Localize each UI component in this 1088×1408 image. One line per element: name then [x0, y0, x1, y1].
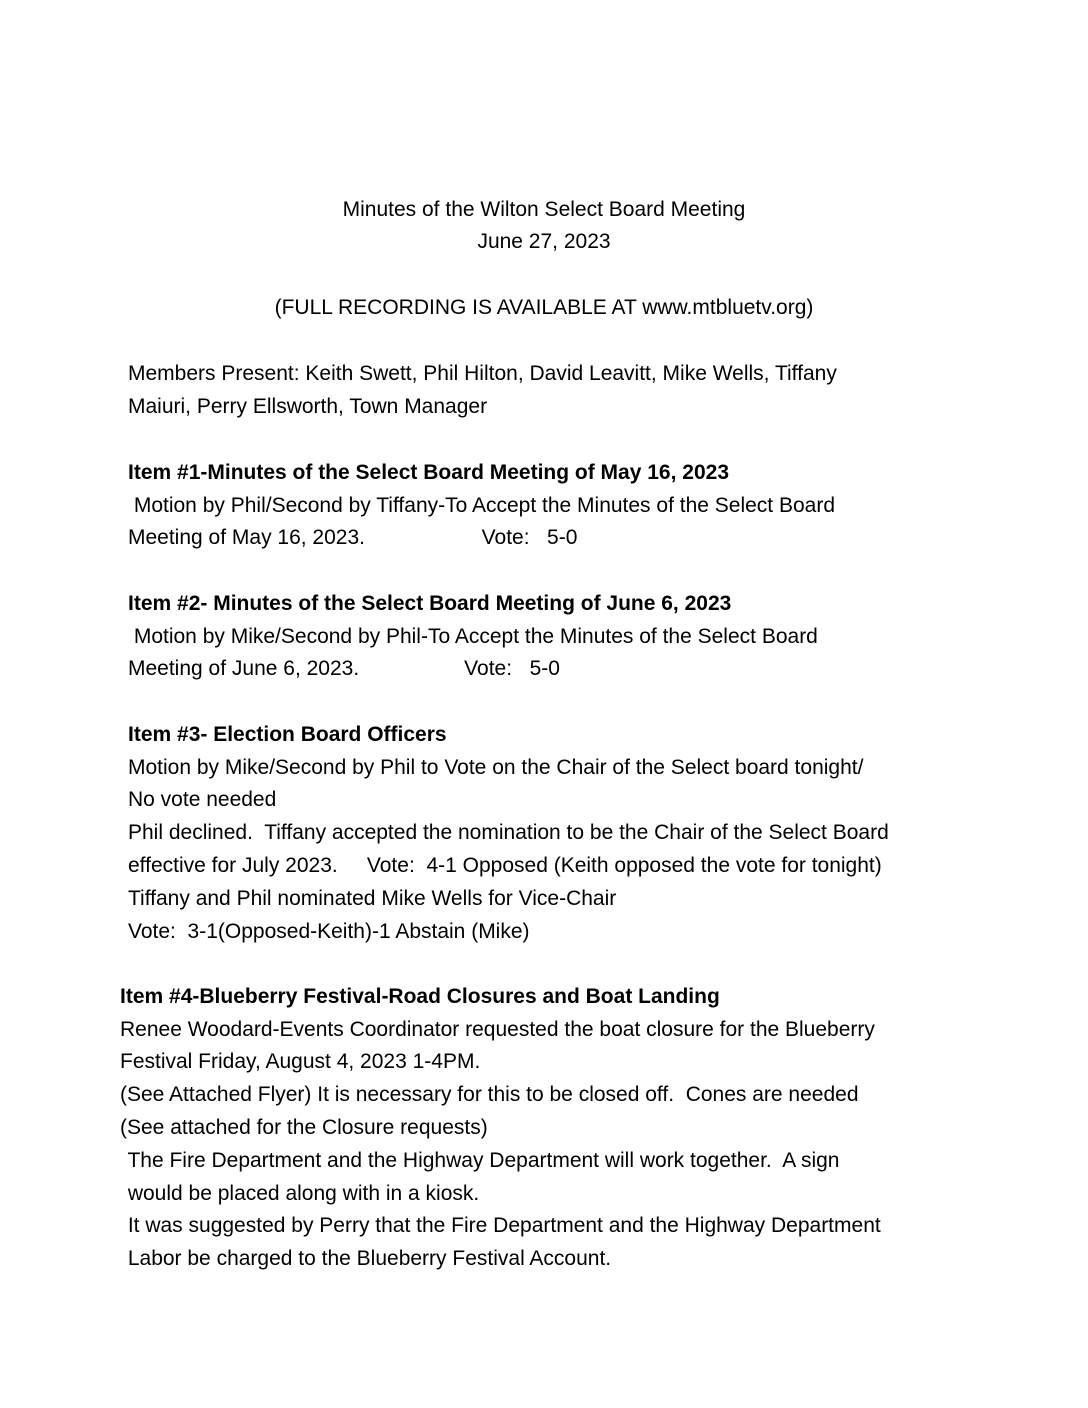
item-3-line: Motion by Mike/Second by Phil to Vote on the Chair of the Select board tonight/ — [128, 756, 864, 779]
meeting-date: June 27, 2023 — [477, 230, 611, 253]
document-title: Minutes of the Wilton Select Board Meeting — [342, 198, 746, 221]
item-4-line: It was suggested by Perry that the Fire Department and the Highway Department — [122, 1214, 881, 1237]
item-1-line: Meeting of May 16, 2023. Vote: 5-0 — [128, 526, 578, 549]
members-present-line-2: Maiuri, Perry Ellsworth, Town Manager — [128, 395, 488, 418]
item-4-line: Festival Friday, August 4, 2023 1-4PM. — [120, 1050, 481, 1073]
item-2-line: Motion by Mike/Second by Phil-To Accept the Minutes of the Select Board — [128, 625, 818, 648]
item-3-line: No vote needed — [128, 788, 277, 811]
item-3-line: Tiffany and Phil nominated Mike Wells for Vice-Chair — [128, 887, 617, 910]
item-3-line: Vote: 3-1(Opposed-Keith)-1 Abstain (Mike) — [128, 920, 530, 943]
item-4-line: Renee Woodard-Events Coordinator requested the boat closure for the Blueberry — [120, 1018, 875, 1041]
item-4-line: (See Attached Flyer) It is necessary for this to be closed off. Cones are needed — [120, 1083, 859, 1106]
item-3-line: Phil declined. Tiffany accepted the nomination to be the Chair of the Select Board — [128, 821, 889, 844]
item-4-line: would be placed along with in a kiosk. — [122, 1182, 480, 1205]
item-4-heading: Item #4-Blueberry Festival-Road Closures and Boat Landing — [120, 985, 720, 1008]
item-4-line: Labor be charged to the Blueberry Festival Account. — [122, 1247, 612, 1270]
item-1-line: Motion by Phil/Second by Tiffany-To Accept the Minutes of the Select Board — [128, 494, 836, 517]
members-present-line-1: Members Present: Keith Swett, Phil Hilton, David Leavitt, Mike Wells, Tiffany — [128, 362, 837, 385]
item-4-line: The Fire Department and the Highway Department will work together. A sign — [122, 1149, 840, 1172]
item-1-heading: Item #1-Minutes of the Select Board Meeting of May 16, 2023 — [128, 461, 729, 484]
item-3-line: effective for July 2023. Vote: 4-1 Opposed (Keith opposed the vote for tonight) — [128, 854, 882, 877]
item-2-heading: Item #2- Minutes of the Select Board Meeting of June 6, 2023 — [128, 592, 732, 615]
item-4-line: (See attached for the Closure requests) — [120, 1116, 488, 1139]
item-2-line: Meeting of June 6, 2023. Vote: 5-0 — [128, 657, 560, 680]
item-3-heading: Item #3- Election Board Officers — [128, 723, 447, 746]
recording-note: (FULL RECORDING IS AVAILABLE AT www.mtbluetv.org) — [274, 296, 814, 319]
